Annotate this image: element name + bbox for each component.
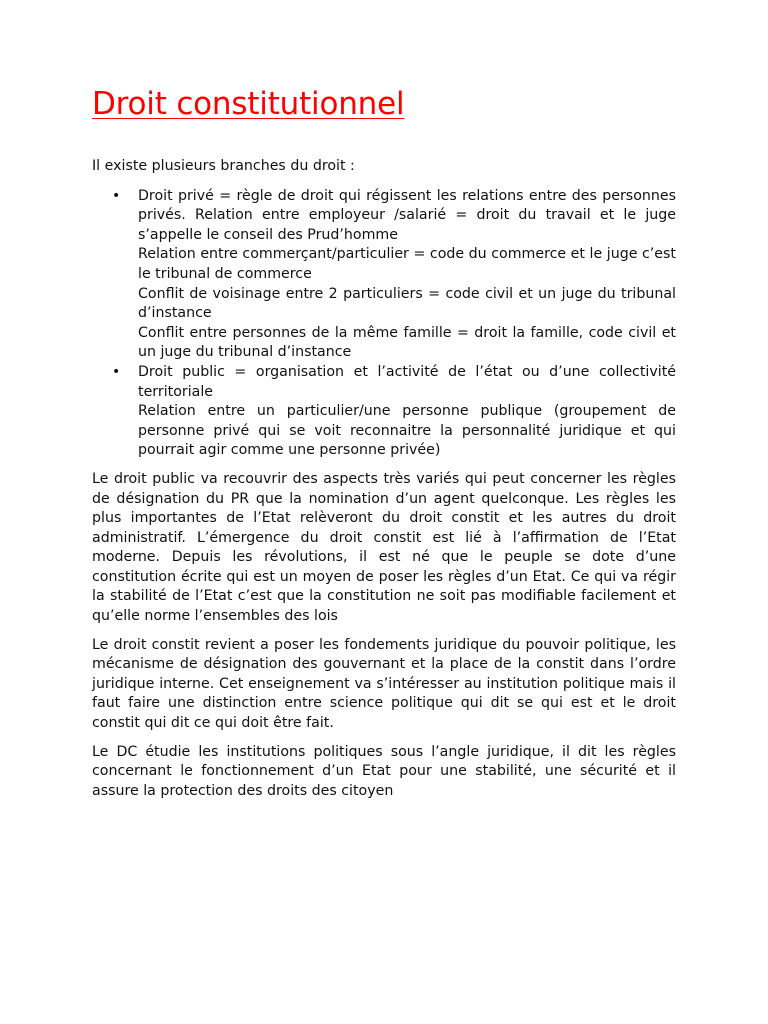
list-item-line: Conflit de voisinage entre 2 particuliers = code civil et un juge du tribunal d’instance bbox=[138, 285, 676, 322]
intro-text: Il existe plusieurs branches du droit : bbox=[92, 158, 355, 174]
document-page bbox=[92, 82, 676, 810]
list-item-line: Relation entre commerçant/particulier = code du commerce et le juge c’est le tribunal de commerce bbox=[138, 246, 676, 282]
list-item-line: Relation entre un particulier/une personne publique (groupement de personne privé qui se voit reconnaitre la personnalité juridique et qui pourrait agir comme une personne privée) bbox=[138, 403, 676, 459]
bullet-icon: • bbox=[112, 187, 121, 204]
paragraph-droit-public: Le droit public va recouvrir des aspects très variés qui peut concerner les règles de désignation du PR que la nomination d’un agent quelconque. Les règles les plus importantes de l’Etat relèveront du droit constit et les autres du droit administratif. L’émergence du droit constit est lié à l’affirmation de l’Etat moderne. Depuis les révolutions, il est né que le peuple se dote d’une constitution écrite qui est un moyen de poser les règles d’un Etat. Ce qui va régir la stabilité de l’Etat c’est que la constitution ne soit pas modifiable facilement et qu’elle norme l’ensembles des lois bbox=[92, 470, 676, 625]
list-item-line: Droit public = organisation et l’activité de l’état ou d’une collectivité territoriale bbox=[138, 363, 676, 400]
list-item-line: Droit privé = règle de droit qui régissent les relations entre des personnes privés. Relation entre employeur /salarié = droit du travail et le juge s’appelle le conseil des Prud’homme bbox=[138, 187, 676, 243]
paragraph-droit-constit: Le droit constit revient a poser les fondements juridique du pouvoir politique, les mécanisme de désignation des gouvernant et la place de la constit dans l’ordre juridique interne. Cet enseignement va s’intéresser au institution politique mais il faut faire une distinction entre science politique qui dit se qui est et le droit constit qui dit ce qui doit être fait. bbox=[92, 636, 676, 732]
list-item-droit-public bbox=[92, 363, 676, 461]
branches-list bbox=[92, 187, 676, 461]
list-item-droit-prive bbox=[92, 187, 676, 363]
paragraph-dc: Le DC étudie les institutions politiques sous l’angle juridique, il dit les règles concernant le fonctionnement d’un Etat pour une stabilité, une sécurité et il assure la protection des droits des citoyen bbox=[92, 743, 676, 799]
bullet-icon: • bbox=[112, 363, 121, 380]
list-item-line: Conflit entre personnes de la même famille = droit la famille, code civil et un juge du tribunal d’instance bbox=[138, 324, 676, 361]
page-title: Droit constitutionnel bbox=[92, 86, 405, 122]
